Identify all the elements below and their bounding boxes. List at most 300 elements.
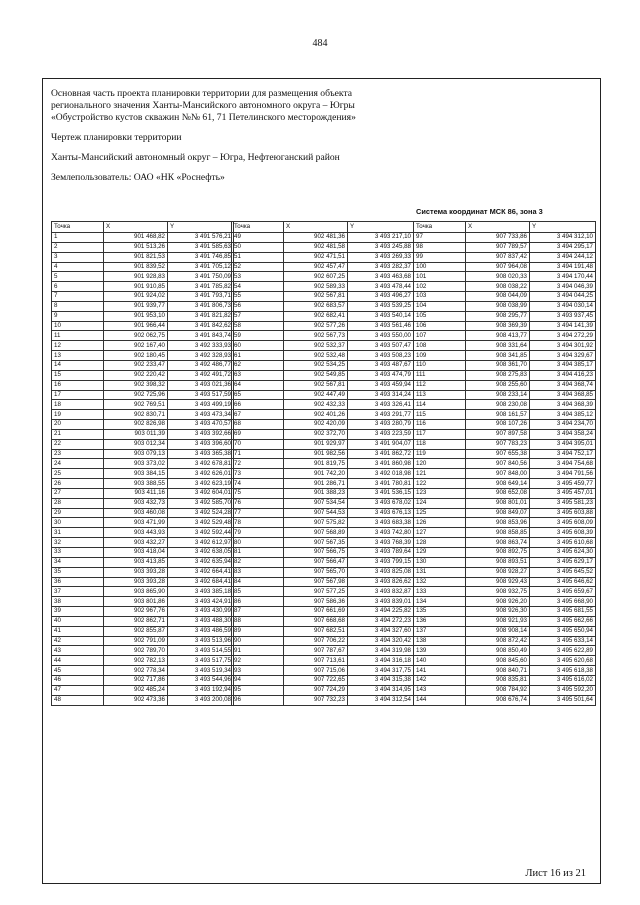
point-cell: 109 xyxy=(414,351,466,361)
point-cell: 127 xyxy=(414,528,466,538)
point-cell: 124 xyxy=(414,498,466,508)
y-cell: 3 493 550,00 xyxy=(348,331,414,341)
point-cell: 7 xyxy=(52,292,104,302)
table-row xyxy=(232,311,414,321)
point-cell: 53 xyxy=(232,272,284,282)
y-cell: 3 492 638,05 xyxy=(168,548,234,558)
point-cell: 59 xyxy=(232,331,284,341)
point-cell: 123 xyxy=(414,488,466,498)
x-cell: 903 411,16 xyxy=(104,488,168,498)
point-cell: 118 xyxy=(414,439,466,449)
table-row xyxy=(52,567,234,577)
point-cell: 46 xyxy=(52,675,104,685)
point-cell: 126 xyxy=(414,518,466,528)
table-row xyxy=(414,242,596,252)
y-cell: 3 491 821,82 xyxy=(168,311,234,321)
table-row xyxy=(414,636,596,646)
x-cell: 901 821,53 xyxy=(104,252,168,262)
table-row xyxy=(52,479,234,489)
y-cell: 3 494 329,67 xyxy=(530,351,596,361)
table-row xyxy=(414,429,596,439)
point-cell: 93 xyxy=(232,666,284,676)
table-row xyxy=(414,479,596,489)
point-cell: 139 xyxy=(414,646,466,656)
x-cell: 901 929,97 xyxy=(284,439,348,449)
y-cell: 3 491 904,07 xyxy=(348,439,414,449)
x-cell: 907 586,36 xyxy=(284,597,348,607)
table-row xyxy=(52,449,234,459)
table-row xyxy=(232,548,414,558)
x-cell: 903 443,93 xyxy=(104,528,168,538)
point-cell: 1 xyxy=(52,233,104,243)
x-cell: 902 789,70 xyxy=(104,646,168,656)
table-row xyxy=(232,262,414,272)
x-cell: 902 372,70 xyxy=(284,429,348,439)
x-cell: 902 432,33 xyxy=(284,400,348,410)
point-cell: 33 xyxy=(52,548,104,558)
y-cell: 3 494 301,92 xyxy=(530,341,596,351)
y-cell: 3 491 746,85 xyxy=(168,252,234,262)
point-cell: 37 xyxy=(52,587,104,597)
x-cell: 901 910,85 xyxy=(104,282,168,292)
table-row xyxy=(232,498,414,508)
table-row xyxy=(414,656,596,666)
table-row xyxy=(232,508,414,518)
y-cell: 3 494 416,23 xyxy=(530,370,596,380)
table-row xyxy=(414,282,596,292)
point-cell: 84 xyxy=(232,577,284,587)
table-row xyxy=(52,282,234,292)
table-row xyxy=(52,331,234,341)
point-cell: 25 xyxy=(52,469,104,479)
table-row xyxy=(232,567,414,577)
y-cell: 3 493 826,62 xyxy=(348,577,414,587)
x-cell: 902 855,87 xyxy=(104,626,168,636)
x-cell: 907 733,86 xyxy=(466,233,530,243)
point-cell: 83 xyxy=(232,567,284,577)
y-cell: 3 494 385,17 xyxy=(530,360,596,370)
table-row xyxy=(232,301,414,311)
x-cell: 908 849,07 xyxy=(466,508,530,518)
point-cell: 144 xyxy=(414,695,466,705)
y-cell: 3 493 396,60 xyxy=(168,439,234,449)
y-cell: 3 492 626,01 xyxy=(168,469,234,479)
x-cell: 901 286,71 xyxy=(284,479,348,489)
y-cell: 3 492 018,98 xyxy=(348,469,414,479)
x-cell: 903 413,85 xyxy=(104,557,168,567)
y-cell: 3 493 768,39 xyxy=(348,538,414,548)
y-cell: 3 495 610,68 xyxy=(530,538,596,548)
table-row xyxy=(52,695,234,705)
point-cell: 66 xyxy=(232,400,284,410)
point-cell: 116 xyxy=(414,420,466,430)
y-cell: 3 491 536,15 xyxy=(348,488,414,498)
x-cell: 907 568,89 xyxy=(284,528,348,538)
table-row xyxy=(414,420,596,430)
point-cell: 63 xyxy=(232,370,284,380)
table-row xyxy=(414,360,596,370)
point-cell: 24 xyxy=(52,459,104,469)
header-y: Y xyxy=(348,222,414,233)
table-row xyxy=(232,410,414,420)
point-cell: 9 xyxy=(52,311,104,321)
y-cell: 3 493 487,67 xyxy=(348,360,414,370)
y-cell: 3 495 645,52 xyxy=(530,567,596,577)
y-cell: 3 493 507,47 xyxy=(348,341,414,351)
point-cell: 62 xyxy=(232,360,284,370)
x-cell: 902 862,71 xyxy=(104,616,168,626)
x-cell: 907 848,00 xyxy=(466,469,530,479)
y-cell: 3 492 612,97 xyxy=(168,538,234,548)
y-cell: 3 494 244,12 xyxy=(530,252,596,262)
y-cell: 3 493 474,79 xyxy=(348,370,414,380)
y-cell: 3 493 392,66 xyxy=(168,429,234,439)
x-cell: 902 534,25 xyxy=(284,360,348,370)
table-row xyxy=(52,488,234,498)
x-cell: 902 782,13 xyxy=(104,656,168,666)
point-cell: 129 xyxy=(414,548,466,558)
table-row xyxy=(52,518,234,528)
land-user: Землепользователь: ОАО «НК «Роснефть» xyxy=(51,172,225,183)
y-cell: 3 495 608,39 xyxy=(530,528,596,538)
y-cell: 3 492 529,48 xyxy=(168,518,234,528)
y-cell: 3 494 272,23 xyxy=(348,616,414,626)
y-cell: 3 493 291,77 xyxy=(348,410,414,420)
x-cell: 908 652,08 xyxy=(466,488,530,498)
point-cell: 79 xyxy=(232,528,284,538)
x-cell: 902 401,26 xyxy=(284,410,348,420)
x-cell: 908 863,74 xyxy=(466,538,530,548)
y-cell: 3 494 368,39 xyxy=(530,400,596,410)
x-cell: 902 420,09 xyxy=(284,420,348,430)
point-cell: 56 xyxy=(232,301,284,311)
table-row xyxy=(232,420,414,430)
header-x: X xyxy=(104,222,168,233)
point-cell: 101 xyxy=(414,272,466,282)
region: Ханты-Мансийский автономный округ – Югра, Нефтеюганский район xyxy=(51,152,340,163)
table-row xyxy=(232,577,414,587)
coordinates-table-3 xyxy=(413,221,596,706)
y-cell: 3 493 200,08 xyxy=(168,695,234,705)
table-row xyxy=(52,646,234,656)
table-row xyxy=(232,695,414,705)
x-cell: 903 388,55 xyxy=(104,479,168,489)
x-cell: 902 473,36 xyxy=(104,695,168,705)
x-cell: 901 924,02 xyxy=(104,292,168,302)
y-cell: 3 493 499,19 xyxy=(168,400,234,410)
table-row xyxy=(414,666,596,676)
table-row xyxy=(52,321,234,331)
y-cell: 3 495 650,94 xyxy=(530,626,596,636)
point-cell: 4 xyxy=(52,262,104,272)
y-cell: 3 491 806,73 xyxy=(168,301,234,311)
x-cell: 908 840,71 xyxy=(466,666,530,676)
point-cell: 98 xyxy=(414,242,466,252)
table-row xyxy=(232,242,414,252)
point-cell: 143 xyxy=(414,685,466,695)
point-cell: 142 xyxy=(414,675,466,685)
table-row xyxy=(414,439,596,449)
table-row xyxy=(52,469,234,479)
y-cell: 3 493 561,46 xyxy=(348,321,414,331)
point-cell: 6 xyxy=(52,282,104,292)
point-cell: 96 xyxy=(232,695,284,705)
table-row xyxy=(414,577,596,587)
table-row xyxy=(414,400,596,410)
x-cell: 907 706,22 xyxy=(284,636,348,646)
y-cell: 3 494 191,48 xyxy=(530,262,596,272)
point-cell: 36 xyxy=(52,577,104,587)
table-row xyxy=(52,341,234,351)
table-row xyxy=(52,360,234,370)
y-cell: 3 494 317,75 xyxy=(348,666,414,676)
y-cell: 3 494 046,39 xyxy=(530,282,596,292)
x-cell: 908 926,20 xyxy=(466,597,530,607)
x-cell: 903 373,02 xyxy=(104,459,168,469)
y-cell: 3 494 752,17 xyxy=(530,449,596,459)
table-row xyxy=(414,370,596,380)
point-cell: 111 xyxy=(414,370,466,380)
y-cell: 3 494 368,85 xyxy=(530,390,596,400)
point-cell: 16 xyxy=(52,380,104,390)
y-cell: 3 494 315,38 xyxy=(348,675,414,685)
point-cell: 94 xyxy=(232,675,284,685)
table-row xyxy=(52,242,234,252)
x-cell: 901 468,82 xyxy=(104,233,168,243)
table-row xyxy=(414,488,596,498)
table-row xyxy=(52,301,234,311)
y-cell: 3 492 592,44 xyxy=(168,528,234,538)
y-cell: 3 495 603,88 xyxy=(530,508,596,518)
y-cell: 3 491 785,82 xyxy=(168,282,234,292)
point-cell: 140 xyxy=(414,656,466,666)
y-cell: 3 492 604,01 xyxy=(168,488,234,498)
point-cell: 125 xyxy=(414,508,466,518)
x-cell: 901 513,26 xyxy=(104,242,168,252)
table-row xyxy=(414,675,596,685)
table-row xyxy=(414,252,596,262)
table-row xyxy=(232,528,414,538)
point-cell: 115 xyxy=(414,410,466,420)
x-cell: 907 577,25 xyxy=(284,587,348,597)
table-row xyxy=(232,459,414,469)
y-cell: 3 492 333,93 xyxy=(168,341,234,351)
y-cell: 3 491 585,63 xyxy=(168,242,234,252)
table-row xyxy=(52,656,234,666)
header-block xyxy=(51,88,591,184)
point-cell: 103 xyxy=(414,292,466,302)
table-row xyxy=(232,666,414,676)
x-cell: 908 361,70 xyxy=(466,360,530,370)
point-cell: 114 xyxy=(414,400,466,410)
point-cell: 65 xyxy=(232,390,284,400)
x-cell: 908 295,77 xyxy=(466,311,530,321)
x-cell: 908 369,39 xyxy=(466,321,530,331)
point-cell: 112 xyxy=(414,380,466,390)
y-cell: 3 494 395,01 xyxy=(530,439,596,449)
table-row xyxy=(414,469,596,479)
point-cell: 31 xyxy=(52,528,104,538)
x-cell: 902 062,75 xyxy=(104,331,168,341)
x-cell: 901 982,56 xyxy=(284,449,348,459)
table-row xyxy=(52,616,234,626)
table-row xyxy=(414,616,596,626)
x-cell: 907 655,38 xyxy=(466,449,530,459)
table-row xyxy=(232,380,414,390)
y-cell: 3 494 358,24 xyxy=(530,429,596,439)
x-cell: 908 107,26 xyxy=(466,420,530,430)
point-cell: 108 xyxy=(414,341,466,351)
y-cell: 3 495 668,90 xyxy=(530,597,596,607)
y-cell: 3 493 799,15 xyxy=(348,557,414,567)
x-cell: 907 789,57 xyxy=(466,242,530,252)
x-cell: 902 481,36 xyxy=(284,233,348,243)
x-cell: 908 928,27 xyxy=(466,567,530,577)
x-cell: 908 341,85 xyxy=(466,351,530,361)
y-cell: 3 493 326,41 xyxy=(348,400,414,410)
y-cell: 3 493 463,68 xyxy=(348,272,414,282)
table-row xyxy=(52,636,234,646)
point-cell: 29 xyxy=(52,508,104,518)
x-cell: 907 837,42 xyxy=(466,252,530,262)
y-cell: 3 494 791,56 xyxy=(530,469,596,479)
point-cell: 121 xyxy=(414,469,466,479)
x-cell: 902 167,40 xyxy=(104,341,168,351)
point-cell: 133 xyxy=(414,587,466,597)
coordinates-table-2 xyxy=(231,221,414,706)
point-cell: 14 xyxy=(52,360,104,370)
table-row xyxy=(232,370,414,380)
x-cell: 908 784,92 xyxy=(466,685,530,695)
table-row xyxy=(414,321,596,331)
x-cell: 902 769,51 xyxy=(104,400,168,410)
table-row xyxy=(414,597,596,607)
y-cell: 3 491 842,62 xyxy=(168,321,234,331)
table-row xyxy=(52,459,234,469)
table-row xyxy=(414,685,596,695)
title-line-2: регионального значения Ханты-Мансийского автономного округа – Югры xyxy=(51,100,355,111)
x-cell: 908 331,64 xyxy=(466,341,530,351)
table-row xyxy=(414,331,596,341)
table-row xyxy=(52,311,234,321)
point-cell: 58 xyxy=(232,321,284,331)
y-cell: 3 495 459,77 xyxy=(530,479,596,489)
point-cell: 21 xyxy=(52,429,104,439)
x-cell: 907 964,08 xyxy=(466,262,530,272)
point-cell: 49 xyxy=(232,233,284,243)
y-cell: 3 493 470,57 xyxy=(168,420,234,430)
table-row xyxy=(232,282,414,292)
table-row xyxy=(52,538,234,548)
table-row xyxy=(52,410,234,420)
x-cell: 903 432,27 xyxy=(104,538,168,548)
x-cell: 907 840,56 xyxy=(466,459,530,469)
sheet-label: Лист 16 из 21 xyxy=(525,868,586,879)
y-cell: 3 494 327,60 xyxy=(348,626,414,636)
table-row xyxy=(414,508,596,518)
x-cell: 907 575,82 xyxy=(284,518,348,528)
point-cell: 99 xyxy=(414,252,466,262)
y-cell: 3 493 192,94 xyxy=(168,685,234,695)
table-row xyxy=(414,449,596,459)
x-cell: 908 161,57 xyxy=(466,410,530,420)
x-cell: 903 460,08 xyxy=(104,508,168,518)
header-y: Y xyxy=(168,222,234,233)
y-cell: 3 494 319,98 xyxy=(348,646,414,656)
x-cell: 908 233,14 xyxy=(466,390,530,400)
y-cell: 3 495 662,66 xyxy=(530,616,596,626)
x-cell: 908 676,74 xyxy=(466,695,530,705)
point-cell: 10 xyxy=(52,321,104,331)
x-cell: 902 607,25 xyxy=(284,272,348,282)
header-point: Точка xyxy=(232,222,284,233)
table-row xyxy=(52,548,234,558)
y-cell: 3 491 793,71 xyxy=(168,292,234,302)
y-cell: 3 493 517,75 xyxy=(168,656,234,666)
table-row xyxy=(414,498,596,508)
y-cell: 3 491 576,21 xyxy=(168,233,234,243)
x-cell: 903 801,86 xyxy=(104,597,168,607)
y-cell: 3 494 368,74 xyxy=(530,380,596,390)
x-cell: 902 830,71 xyxy=(104,410,168,420)
y-cell: 3 495 501,64 xyxy=(530,695,596,705)
x-cell: 907 713,61 xyxy=(284,656,348,666)
point-cell: 102 xyxy=(414,282,466,292)
y-cell: 3 495 616,02 xyxy=(530,675,596,685)
y-cell: 3 493 742,80 xyxy=(348,528,414,538)
point-cell: 17 xyxy=(52,390,104,400)
y-cell: 3 493 683,38 xyxy=(348,518,414,528)
point-cell: 73 xyxy=(232,469,284,479)
y-cell: 3 494 295,17 xyxy=(530,242,596,252)
y-cell: 3 493 430,99 xyxy=(168,607,234,617)
y-cell: 3 495 620,68 xyxy=(530,656,596,666)
y-cell: 3 494 141,39 xyxy=(530,321,596,331)
table-row xyxy=(232,469,414,479)
point-cell: 42 xyxy=(52,636,104,646)
table-row xyxy=(414,292,596,302)
table-row xyxy=(414,646,596,656)
table-row xyxy=(414,233,596,243)
point-cell: 110 xyxy=(414,360,466,370)
y-cell: 3 493 223,59 xyxy=(348,429,414,439)
table-row xyxy=(52,233,234,243)
x-cell: 908 020,33 xyxy=(466,272,530,282)
point-cell: 100 xyxy=(414,262,466,272)
point-cell: 69 xyxy=(232,429,284,439)
y-cell: 3 492 328,93 xyxy=(168,351,234,361)
point-cell: 45 xyxy=(52,666,104,676)
x-cell: 903 432,73 xyxy=(104,498,168,508)
table-row xyxy=(232,439,414,449)
table-row xyxy=(232,587,414,597)
point-cell: 75 xyxy=(232,488,284,498)
y-cell: 3 493 496,27 xyxy=(348,292,414,302)
x-cell: 903 384,15 xyxy=(104,469,168,479)
table-row xyxy=(232,518,414,528)
table-row xyxy=(52,675,234,685)
point-cell: 134 xyxy=(414,597,466,607)
y-cell: 3 491 862,72 xyxy=(348,449,414,459)
title-line-1: Основная часть проекта планировки территории для размещения объекта xyxy=(51,88,353,99)
point-cell: 70 xyxy=(232,439,284,449)
y-cell: 3 493 021,36 xyxy=(168,380,234,390)
x-cell: 907 668,68 xyxy=(284,616,348,626)
x-cell: 907 567,35 xyxy=(284,538,348,548)
point-cell: 135 xyxy=(414,607,466,617)
table-row xyxy=(414,607,596,617)
y-cell: 3 495 624,30 xyxy=(530,548,596,558)
